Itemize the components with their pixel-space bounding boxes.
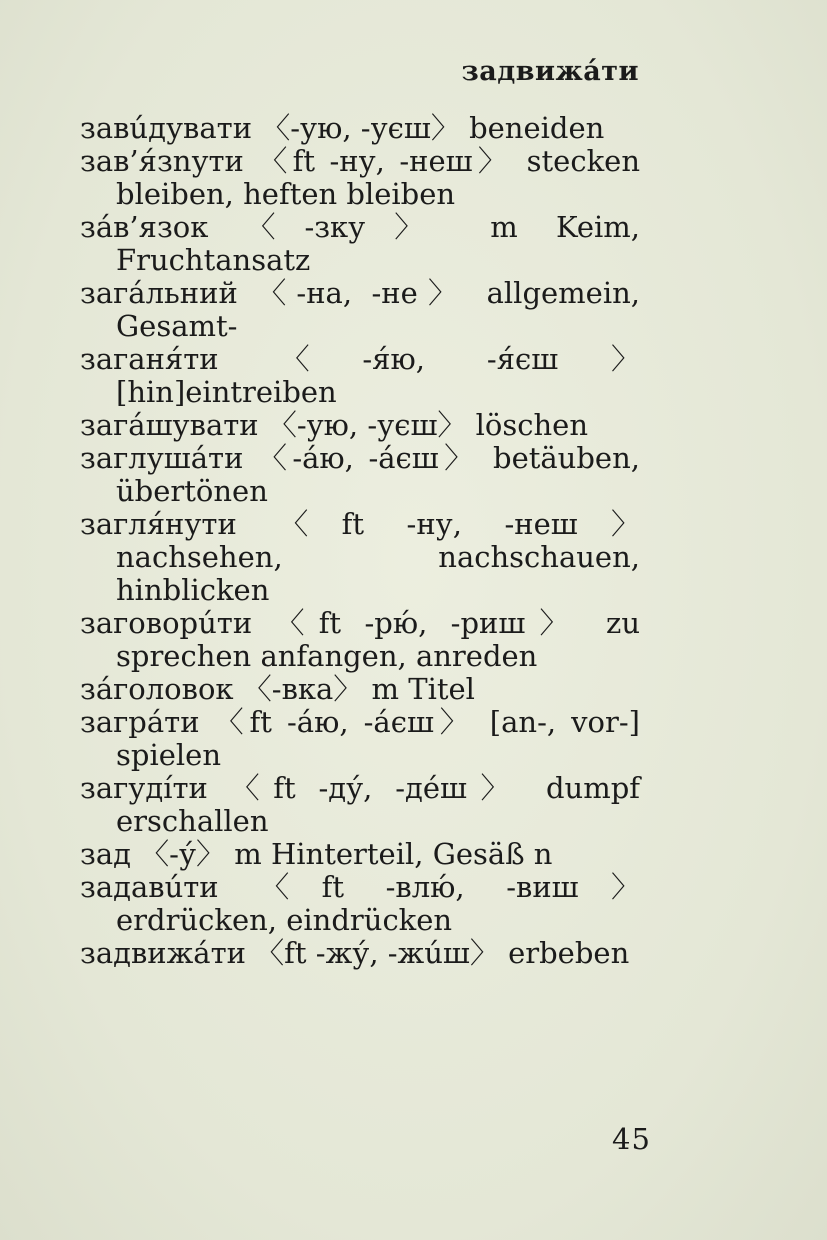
dictionary-entry: задавúти 〈ft -влю́, -виш〉 erdrücken, eindrücken [80, 870, 640, 937]
dictionary-entry: задвижáти 〈ft -жу́, -жúш〉 erbeben [80, 936, 630, 970]
running-head: задвижáти [461, 56, 639, 87]
dictionary-entry: зав’я́зnути 〈ft -ну, -неш〉 stecken bleiben, heften bleiben [80, 144, 640, 211]
dictionary-entry: зад 〈-у́〉 m Hinterteil, Gesäß n [80, 837, 553, 871]
dictionary-entry: загудíти 〈ft -ду́, -дéш〉 dumpf erschallen [80, 771, 640, 838]
dictionary-entry: загáльний 〈-на, -не〉 allgemein, Gesamt- [80, 276, 640, 343]
page-number: 45 [612, 1122, 651, 1156]
dictionary-entry: зáв’язок 〈-зку〉 m Keim, Fruchtansatz [80, 210, 640, 277]
dictionary-entry: загля́нути 〈ft -ну, -неш〉 nachsehen, nachschauen, hinblicken [80, 507, 640, 607]
dictionary-entry: завúдувати 〈-ую, -уєш〉 beneiden [80, 111, 605, 145]
dictionary-entry: заговорúти 〈ft -рю́, -риш〉 zu sprechen anfangen, anreden [80, 606, 640, 673]
dictionary-entry: зáголовок 〈-вка〉 m Titel [80, 672, 475, 706]
dictionary-entry: заглушáти 〈-áю, -áєш〉 betäuben, übertönen [80, 441, 640, 508]
dictionary-entry: заганя́ти 〈-я́ю, -я́єш〉 [hin]eintreiben [80, 342, 640, 409]
dictionary-entry: загáшувати 〈-ую, -уєш〉 löschen [80, 408, 589, 442]
entry-list [80, 112, 640, 970]
dictionary-entry: загрáти 〈ft -áю, -áєш〉 [an-, vor-] spielen [80, 705, 640, 772]
